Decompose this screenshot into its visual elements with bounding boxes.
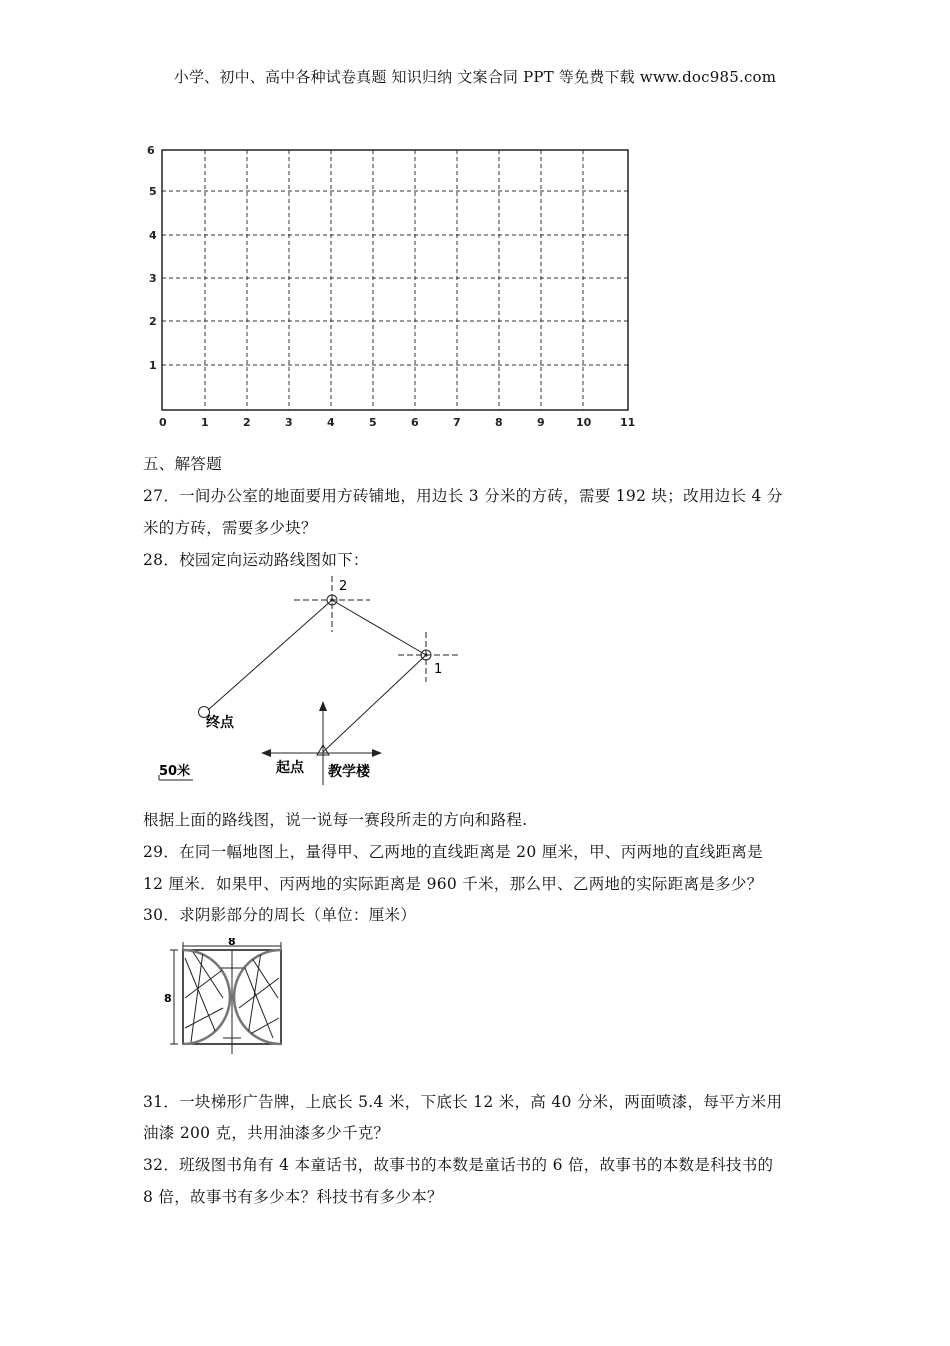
question-28: 28．校园定向运动路线图如下： bbox=[143, 551, 369, 569]
point-1-label: 1 bbox=[434, 662, 443, 677]
y-tick-label: 4 bbox=[149, 229, 157, 242]
x-tick-label: 3 bbox=[285, 416, 293, 429]
y-tick-label: 1 bbox=[149, 359, 157, 372]
scale-label: 50米 bbox=[159, 764, 191, 779]
x-tick-label: 0 bbox=[159, 416, 167, 429]
x-tick-label: 5 bbox=[369, 416, 377, 429]
start-label: 起点 bbox=[276, 760, 304, 776]
point-2-label: 2 bbox=[339, 579, 348, 594]
question-30: 30．求阴影部分的周长（单位：厘米） bbox=[143, 906, 417, 924]
x-tick-label: 7 bbox=[453, 416, 461, 429]
x-tick-label: 4 bbox=[327, 416, 335, 429]
x-tick-label: 11 bbox=[620, 416, 636, 429]
y-tick-label: 3 bbox=[149, 272, 157, 285]
section-title: 五、解答题 bbox=[143, 455, 223, 473]
question-27-line-1: 27．一间办公室的地面要用方砖铺地，用边长 3 分米的方砖，需要 192 块；改用边长 4 分 bbox=[143, 487, 783, 505]
height-label: 8 bbox=[164, 992, 172, 1005]
x-tick-label: 10 bbox=[576, 416, 592, 429]
x-tick-label: 1 bbox=[201, 416, 209, 429]
question-29-line-2: 12 厘米．如果甲、丙两地的实际距离是 960 千米，那么甲、乙两地的实际距离是多少？ bbox=[143, 875, 763, 893]
y-tick-label: 5 bbox=[149, 185, 157, 198]
x-tick-label: 9 bbox=[537, 416, 545, 429]
question-27-line-2: 米的方砖，需要多少块？ bbox=[143, 519, 317, 537]
question-29-line-1: 29．在同一幅地图上，量得甲、乙两地的直线距离是 20 厘米，甲、丙两地的直线距离是 bbox=[143, 843, 763, 861]
question-32-line-2: 8 倍，故事书有多少本？科技书有多少本？ bbox=[143, 1188, 443, 1206]
x-tick-label: 8 bbox=[495, 416, 503, 429]
question-32-line-1: 32．班级图书角有 4 本童话书，故事书的本数是童话书的 6 倍，故事书的本数是科技书的 bbox=[143, 1156, 774, 1174]
y-tick-label: 2 bbox=[149, 315, 157, 328]
question-31-line-1: 31．一块梯形广告牌，上底长 5.4 米，下底长 12 米，高 40 分米，两面喷漆，每平方米用 bbox=[143, 1093, 783, 1111]
question-31-line-2: 油漆 200 克，共用油漆多少千克？ bbox=[143, 1124, 390, 1142]
y-tick-label: 6 bbox=[147, 144, 155, 157]
question-28-text: 根据上面的路线图，说一说每一赛段所走的方向和路程. bbox=[143, 811, 528, 829]
building-label: 教学楼 bbox=[328, 764, 370, 780]
x-tick-label: 6 bbox=[411, 416, 419, 429]
end-label: 终点 bbox=[206, 715, 234, 731]
shaded-figure bbox=[163, 938, 293, 1063]
route-map bbox=[150, 570, 480, 790]
x-tick-label: 2 bbox=[243, 416, 251, 429]
page-header: 小学、初中、高中各种试卷真题 知识归纳 文案合同 PPT 等免费下载 www.doc985.com bbox=[173, 68, 777, 86]
coordinate-grid bbox=[138, 138, 638, 438]
width-label: 8 bbox=[228, 938, 236, 948]
